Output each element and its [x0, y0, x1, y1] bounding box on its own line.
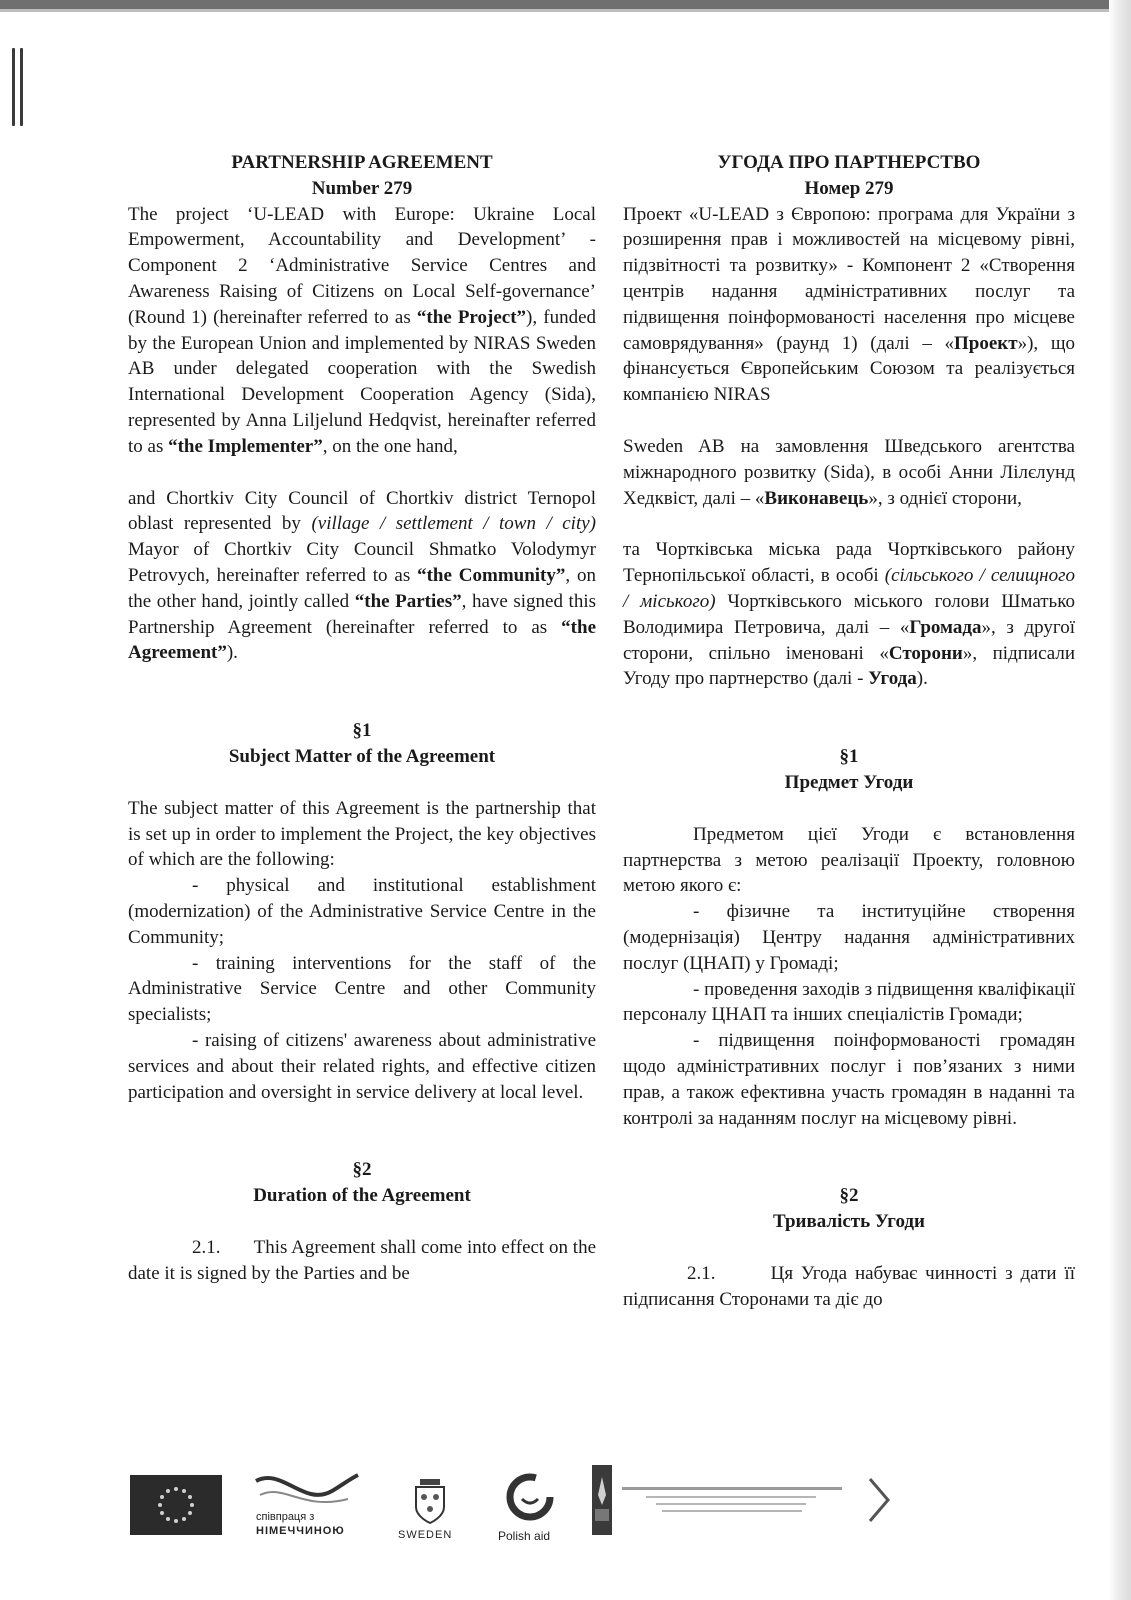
scan-top-edge: [0, 0, 1131, 9]
swedish-crest-icon: [410, 1475, 450, 1525]
section-2-number-uk: §2: [839, 1185, 859, 1207]
ministry-small-text-block: [622, 1479, 862, 1525]
section-2-title-en: Duration of the Agreement: [253, 1185, 471, 1207]
section-1-title-uk: Предмет Угоди: [784, 771, 914, 793]
section-2-title-uk: Тривалість Угоди: [773, 1211, 925, 1233]
scan-top-shadow: [0, 9, 1131, 12]
germany-logo-line1: співпраця з: [256, 1511, 315, 1523]
sweden-logo-text: SWEDEN: [398, 1529, 453, 1541]
germany-cooperation-logo: [252, 1471, 362, 1551]
objective-2-uk: - проведення заходів з підвищення кваліфікації персоналу ЦНАП та інших спеціалістів Громади;: [623, 978, 1075, 1026]
implementer-paragraph-uk: Sweden AB на замовлення Шведського агентства міжнародного розвитку (Sida), в особі Анни Лілєлунд Хедквіст, далі – «Виконавець», з однієї сторони,: [623, 435, 1075, 509]
chevron-right-icon: [866, 1475, 892, 1525]
sweden-logo: [392, 1471, 462, 1551]
scan-right-edge: [1109, 0, 1131, 1600]
staple-marks: [10, 48, 28, 126]
objective-3-uk: - підвищення поінформованості громадян щодо адміністративних послуг і пов’язаних з ними прав, а також ефективна участь громадян в наданні та контролі за наданням послуг на місцевому рівні.: [623, 1030, 1075, 1129]
section-1-number-uk: §1: [839, 746, 859, 768]
section-1-text-uk: Предметом цієї Угоди є встановлення партнерства з метою реалізації Проекту, головною метою якого є:: [623, 823, 1075, 897]
agreement-title-uk: УГОДА ПРО ПАРТНЕРСТВО: [717, 152, 981, 173]
objective-1-uk: - фізичне та інституційне створення (модернізація) Центру надання адміністративних послуг (ЦНАП) у Громаді;: [623, 901, 1075, 974]
polish-aid-logo: [492, 1471, 572, 1551]
objective-3-en: - raising of citizens' awareness about administrative services and about their related rights, and effective citizen participation and oversight in service delivery at local level.: [128, 1029, 596, 1103]
clause-2-1-en: 2.1. This Agreement shall come into effect on the date it is signed by the Parties and be: [128, 1236, 601, 1284]
agreement-title-en: PARTNERSHIP AGREEMENT: [231, 152, 493, 173]
intro-paragraph-en: The project ‘U-LEAD with Europe: Ukraine Local Empowerment, Accountability and Development’ - Component 2 ‘Administrative Service Centres and Awareness Raising of Citizens on Local Self-governance’ (Round 1) (hereinafter referred to as “the Project”), funded by the European Union and implemented by NIRAS Sweden AB under delegated cooperation with the Swedish International Development Cooperation Agency (Sida), represented by Anna Liljelund Hedqvist, hereinafter referred to as “the Implementer”, on the one hand,: [128, 203, 597, 457]
section-1-number-en: §1: [352, 720, 372, 742]
swoosh-icon: [252, 1471, 362, 1511]
agreement-number-uk: Номер 279: [804, 177, 894, 199]
section-1-title-en: Subject Matter of the Agreement: [228, 745, 496, 767]
section-2-number-en: §2: [352, 1159, 372, 1181]
agreement-number-en: Number 279: [311, 177, 413, 199]
germany-logo-line2: НІМЕЧЧИНОЮ: [256, 1525, 345, 1537]
eu-flag-logo: [130, 1475, 222, 1535]
ukraine-ministry-emblem: [592, 1465, 612, 1535]
objective-2-en: - training interventions for the staff of the Administrative Service Centre and other Community specialists;: [128, 952, 596, 1026]
section-1-text-en: The subject matter of this Agreement is the partnership that is set up in order to implement the Project, the key objectives of which are the following:: [128, 797, 596, 871]
community-paragraph-en: and Chortkiv City Council of Chortkiv district Ternopol oblast represented by (village / settlement / town / city) Mayor of Chortkiv City Council Shmatko Volodymyr Petrovych, hereinafter referred to as “the Community”, on the other hand, jointly called “the Parties”, have signed this Partnership Agreement (hereinafter referred to as “the Agreement”).: [128, 487, 596, 664]
intro-paragraph-uk: Проект «U-LEAD з Європою: програма для України з розширення прав і можливостей на місцевому рівні, підзвітності та розвитку» - Компонент 2 «Створення центрів надання адміністративних послуг та підвищення поінформованості населення про місцеве самоврядування» (раунд 1) (далі – «Проект»), що фінансується Європейським Союзом та реалізується компанією NIRAS: [623, 203, 1075, 406]
ukrainian-column: [623, 150, 1080, 1312]
polish-aid-ring-icon: [504, 1471, 556, 1523]
polish-aid-text: Polish aid: [498, 1529, 551, 1543]
objective-1-en: - physical and institutional establishment (modernization) of the Administrative Service Centre in the Community;: [128, 875, 596, 948]
community-paragraph-uk: та Чортківська міська рада Чортківського району Тернопільської області, в особі (сільського / селищного / міського) Чортківського міського голови Шматько Володимира Петровича, далі – «Громада», з другої сторони, спільно іменовані «Сторони», підписали Угоду про партнерство (далі - Угода).: [623, 539, 1075, 690]
english-column: [128, 150, 601, 1286]
clause-2-1-uk: 2.1. Ця Угода набуває чинності з дати її підписання Сторонами та діє до: [623, 1262, 1080, 1310]
donor-logos-strip: [130, 1465, 1070, 1575]
